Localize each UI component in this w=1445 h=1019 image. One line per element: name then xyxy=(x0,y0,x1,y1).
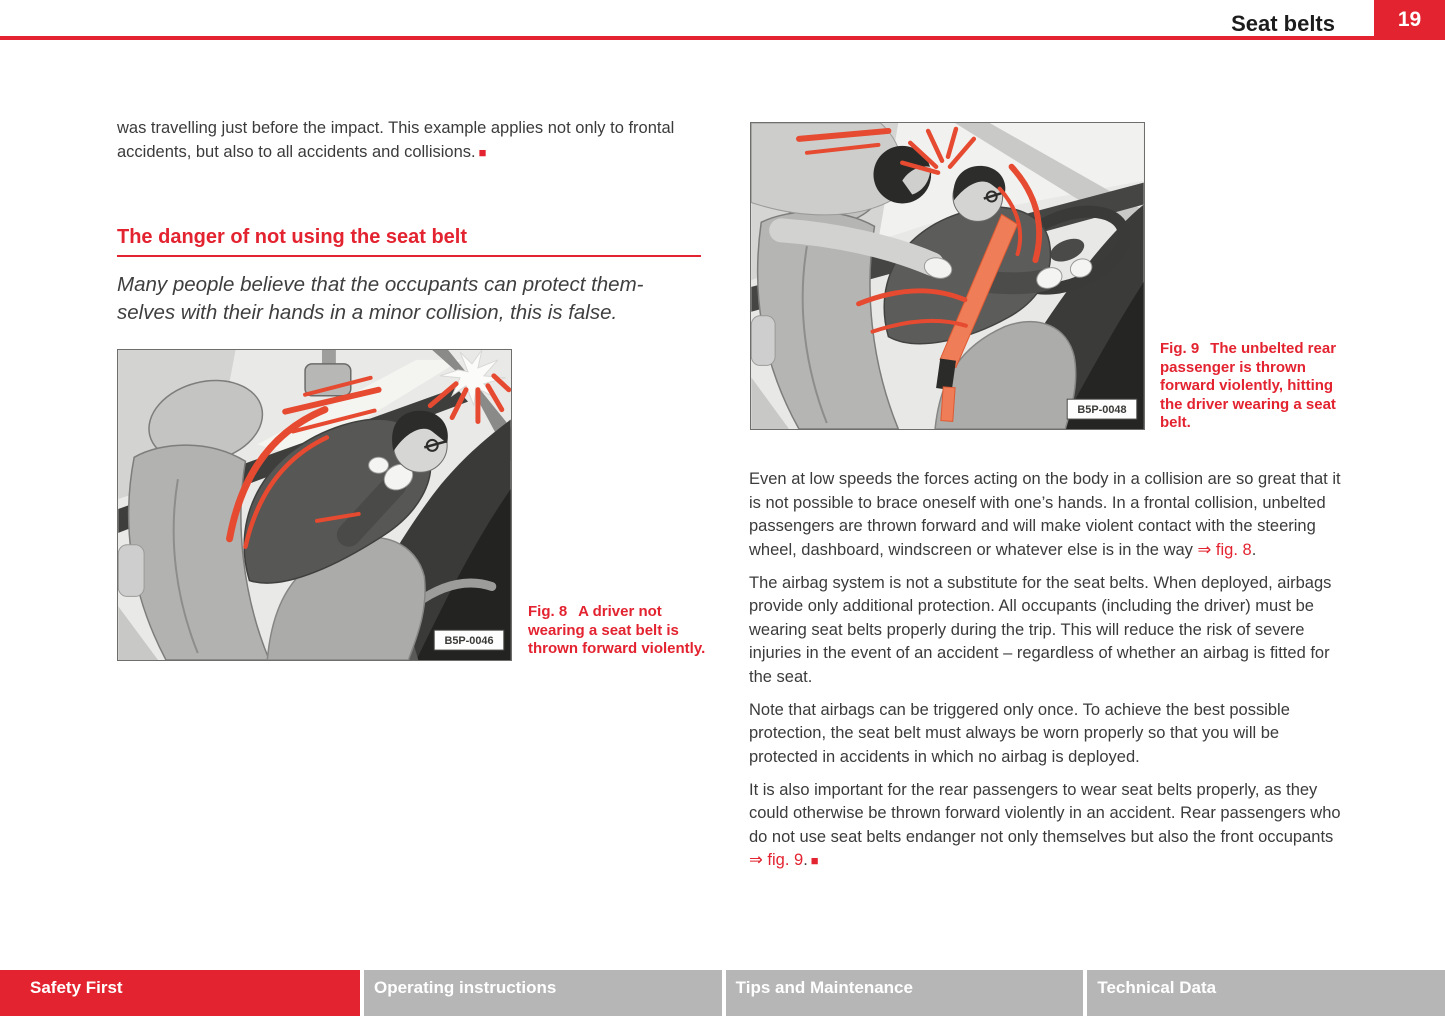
paragraph-text: . xyxy=(1251,540,1257,559)
body-paragraph-3: Note that airbags can be triggered only once. To achieve the best possible protection, the seat belt must always be worn properly so that you will be protected in accidents in which no airbag is deployed. xyxy=(749,700,1290,766)
paragraph-text: was travelling just before the impact. This example applies not only to frontal accidents, but also to all accidents and collisions. xyxy=(117,119,675,161)
header-rule xyxy=(0,36,1445,40)
body-paragraph-2: The airbag system is not a substitute for the seat belts. When deployed, airbags provide only additional protection. All occupants (including the driver) must be wearing seat belts properly during the trip. This will reduce the risk of severe injuries in the event of an accident – regardless of whether an airbag is fitted for the seat. xyxy=(749,573,1332,686)
fig8-caption-text: A driver not wearing a seat belt is thrown forward violently. xyxy=(528,603,706,657)
figure-9-illustration xyxy=(750,122,1145,430)
page-title: Seat belts xyxy=(1231,11,1335,36)
fig9-caption-text: The unbelted rear passenger is thrown forward violently, hitting the driver wearing a seat belt. xyxy=(1160,340,1337,431)
fig8-reference-link[interactable]: ⇒ fig. 8 xyxy=(1197,540,1252,559)
lead-line-1: Many people believe that the occupants can protect them- xyxy=(117,273,644,296)
fig9-caption-label: Fig. 9 xyxy=(1160,340,1200,357)
paragraph-text: Even at low speeds the forces acting on the body in a collision are so great that it is not possible to brace oneself with one’s hands. In a frontal collision, unbelted passengers are thrown forward and will make violent contact with the steering wheel, dashboard, windscreen or whatever else is in the way xyxy=(749,470,1341,559)
driver-arm xyxy=(988,280,1045,283)
lead-paragraph xyxy=(117,271,747,327)
page-number-badge: 19 xyxy=(1374,0,1445,40)
fig9-code-label xyxy=(1067,399,1137,419)
fig8-crash-illustration xyxy=(118,350,511,660)
figure-9-caption xyxy=(1160,340,1340,433)
footer-tab-operating-instructions[interactable]: Operating instructions xyxy=(364,970,722,1016)
footer-tab-technical-data[interactable]: Technical Data xyxy=(1087,970,1445,1016)
body-paragraph-4 xyxy=(749,779,1344,873)
lead-line-2: selves with their hands in a minor collision, this is false. xyxy=(117,301,618,324)
paragraph-continued xyxy=(117,117,717,164)
fig9-code-text: B5P-0048 xyxy=(1077,404,1127,417)
figure-8-caption xyxy=(528,603,713,659)
body-paragraph-1 xyxy=(749,468,1344,562)
end-of-section-marker: ■ xyxy=(478,144,487,160)
fig8-caption-label: Fig. 8 xyxy=(528,603,568,620)
footer-tab-bar xyxy=(0,970,1445,1016)
fig8-code-label xyxy=(434,630,504,650)
door-armrest xyxy=(118,545,144,597)
footer-tab-tips-and-maintenance[interactable]: Tips and Maintenance xyxy=(726,970,1084,1016)
figure-8-illustration xyxy=(117,349,512,661)
end-of-section-marker: ■ xyxy=(810,853,819,868)
right-column xyxy=(749,468,1344,882)
fig8-code-text: B5P-0046 xyxy=(444,635,494,648)
section-heading: The danger of not using the seat belt xyxy=(117,226,701,257)
paragraph-text: . xyxy=(803,851,808,869)
paragraph-text: It is also important for the rear passengers to wear seat belts properly, as they could otherwise be thrown forward violently in an accident. Rear passengers who do not use seat belts endanger not only themselves but also the front occupants xyxy=(749,780,1341,846)
footer-tab-safety-first[interactable]: Safety First xyxy=(0,970,360,1016)
door-armrest xyxy=(751,316,775,366)
fig9-reference-link[interactable]: ⇒ fig. 9 xyxy=(749,851,804,869)
fig9-crash-illustration xyxy=(751,123,1144,429)
